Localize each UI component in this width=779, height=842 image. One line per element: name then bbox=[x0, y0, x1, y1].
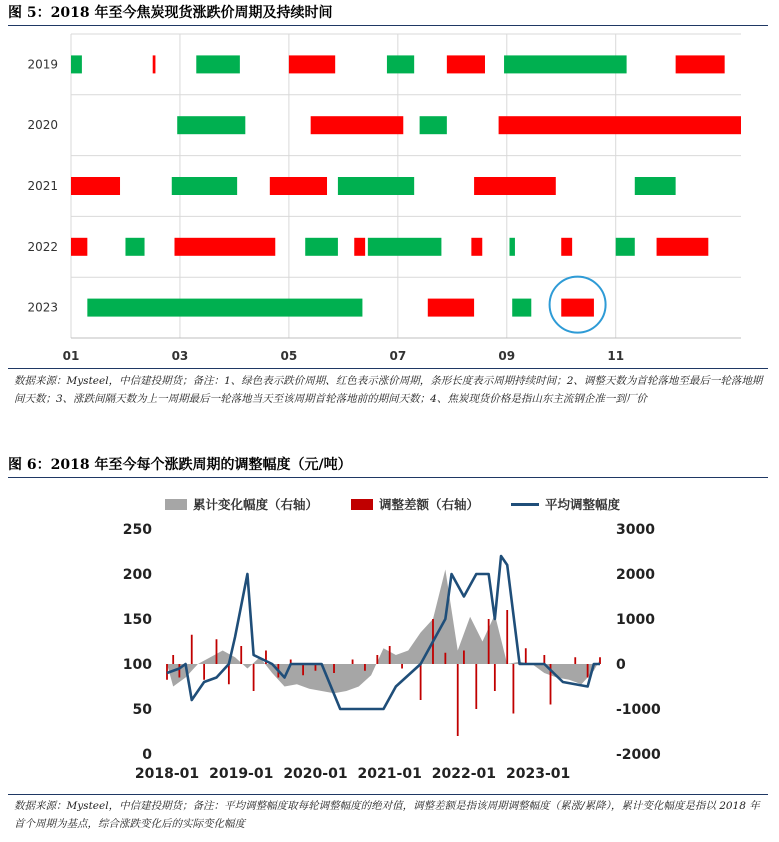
diff-bar bbox=[253, 664, 255, 691]
figure6-bottom-rule bbox=[8, 794, 768, 795]
y-right-tick-label: 2000 bbox=[616, 567, 655, 583]
x-tick-label: 09 bbox=[498, 349, 516, 363]
y-left-tick-label: 150 bbox=[122, 612, 152, 628]
y-left-tick-label: 200 bbox=[122, 567, 152, 583]
avg-adjust-line bbox=[167, 556, 600, 709]
fall-period-bar bbox=[387, 55, 414, 73]
figure5-title-rule bbox=[8, 25, 768, 26]
fall-period-bar bbox=[420, 116, 447, 134]
rise-period-bar bbox=[447, 55, 485, 73]
diff-bar bbox=[475, 664, 477, 709]
combo-chart bbox=[0, 515, 779, 790]
legend-cumulative-label: 累计变化幅度（右轴） bbox=[193, 497, 319, 512]
fall-period-bar bbox=[305, 238, 338, 256]
rise-period-bar bbox=[657, 238, 709, 256]
rise-period-bar bbox=[71, 238, 87, 256]
y-right-tick-label: 0 bbox=[616, 657, 626, 673]
year-label: 2020 bbox=[27, 118, 58, 133]
diff-bar bbox=[420, 664, 422, 700]
fall-period-bar bbox=[368, 238, 442, 256]
rise-period-bar bbox=[153, 55, 156, 73]
chart-legend bbox=[0, 494, 779, 514]
y-right-tick-label: 1000 bbox=[616, 612, 655, 628]
rise-period-bar bbox=[311, 116, 404, 134]
year-label: 2019 bbox=[27, 57, 58, 72]
diff-bar bbox=[457, 664, 459, 736]
fall-period-bar bbox=[125, 238, 144, 256]
fall-period-bar bbox=[509, 238, 514, 256]
figure5-bottom-rule bbox=[8, 368, 768, 369]
y-left-tick-label: 250 bbox=[122, 522, 152, 538]
x-tick-label: 2021-01 bbox=[357, 766, 422, 782]
legend-avg bbox=[511, 494, 620, 514]
diff-bar bbox=[172, 655, 174, 664]
year-label: 2021 bbox=[27, 179, 58, 193]
diff-bar bbox=[203, 664, 205, 680]
fall-period-bar bbox=[504, 55, 627, 73]
cumulative-area bbox=[167, 570, 600, 694]
diff-bar bbox=[543, 655, 545, 664]
legend-diff-swatch bbox=[351, 499, 373, 510]
diff-bar bbox=[364, 664, 366, 671]
x-tick-label: 2022-01 bbox=[431, 766, 497, 782]
fall-period-bar bbox=[512, 299, 531, 317]
diff-bar bbox=[444, 653, 446, 664]
legend-avg-label: 平均调整幅度 bbox=[545, 497, 621, 512]
fall-period-bar bbox=[635, 177, 676, 195]
year-label: 2022 bbox=[27, 239, 58, 254]
figure5-title: 图 5：2018 年至今焦炭现货涨跌价周期及持续时间 bbox=[8, 5, 333, 21]
diff-bar bbox=[488, 619, 490, 664]
diff-bar bbox=[525, 648, 527, 664]
x-tick-label: 2023-01 bbox=[506, 766, 571, 782]
legend-avg-swatch bbox=[511, 503, 539, 506]
y-left-tick-label: 50 bbox=[132, 702, 152, 718]
legend-cumulative-swatch bbox=[165, 499, 187, 510]
diff-bar bbox=[178, 664, 180, 678]
diff-bar bbox=[574, 657, 576, 664]
figure6-title-rule bbox=[8, 477, 768, 478]
fall-period-bar bbox=[87, 299, 362, 317]
rise-period-bar bbox=[561, 299, 594, 317]
figure5-note: 数据来源：Mysteel，中信建投期货；备注：1、绿色表示跌价周期、红色表示涨价周期，条形长度表示周期持续时间；2、调整天数为首轮落地至最后一轮落地期间天数；3、涨跌间隔天数为上一周期最后一轮落地当天至该周期首轮落地前的期间天数；4、焦炭现货价格是指山东主流钢企准一到厂价 bbox=[14, 375, 763, 405]
x-tick-label: 2020-01 bbox=[283, 766, 348, 782]
rise-period-bar bbox=[561, 238, 572, 256]
diff-bar bbox=[216, 639, 218, 664]
legend-cumulative bbox=[165, 494, 318, 514]
x-tick-label: 03 bbox=[171, 349, 189, 363]
legend-diff bbox=[351, 494, 479, 514]
rise-period-bar bbox=[428, 299, 474, 317]
diff-bar bbox=[191, 635, 193, 664]
fall-period-bar bbox=[616, 238, 635, 256]
legend-diff-label: 调整差额（右轴） bbox=[379, 497, 480, 512]
y-right-tick-label: -2000 bbox=[616, 747, 661, 763]
diff-bar bbox=[587, 664, 589, 678]
rise-period-bar bbox=[499, 116, 741, 134]
diff-bar bbox=[333, 664, 335, 673]
x-tick-label: 05 bbox=[280, 349, 298, 363]
rise-period-bar bbox=[676, 55, 725, 73]
diff-bar bbox=[240, 646, 242, 664]
fall-period-bar bbox=[71, 55, 82, 73]
diff-bar bbox=[352, 660, 354, 665]
rise-period-bar bbox=[270, 177, 327, 195]
gantt-chart bbox=[0, 28, 779, 368]
diff-bar bbox=[376, 655, 378, 664]
x-tick-label: 07 bbox=[389, 349, 407, 363]
x-tick-label: 2019-01 bbox=[209, 766, 274, 782]
year-label: 2023 bbox=[27, 300, 58, 315]
diff-bar bbox=[401, 664, 403, 669]
y-right-tick-label: 3000 bbox=[616, 522, 655, 538]
y-right-tick-label: -1000 bbox=[616, 702, 661, 718]
diff-bar bbox=[463, 651, 465, 665]
rise-period-bar bbox=[474, 177, 556, 195]
y-left-tick-label: 100 bbox=[122, 657, 152, 673]
fall-period-bar bbox=[196, 55, 240, 73]
rise-period-bar bbox=[289, 55, 335, 73]
x-tick-label: 01 bbox=[62, 349, 80, 363]
diff-bar bbox=[389, 646, 391, 664]
diff-bar bbox=[506, 610, 508, 664]
rise-period-bar bbox=[354, 238, 365, 256]
figure6-note: 数据来源：Mysteel，中信建投期货；备注：平均调整幅度取每轮调整幅度的绝对值，调整差额是指该周期调整幅度（累涨/累降），累计变化幅度是指以 2018 年首个周期为基点，综合涨跌变化后的实际变化幅度 bbox=[14, 800, 760, 830]
x-tick-label: 11 bbox=[607, 349, 625, 363]
diff-bar bbox=[494, 664, 496, 691]
rise-period-bar bbox=[174, 238, 275, 256]
x-tick-label: 2018-01 bbox=[134, 766, 200, 782]
fall-period-bar bbox=[177, 116, 245, 134]
fall-period-bar bbox=[338, 177, 414, 195]
diff-bar bbox=[513, 664, 515, 714]
rise-period-bar bbox=[71, 177, 120, 195]
y-left-tick-label: 0 bbox=[142, 747, 152, 763]
fall-period-bar bbox=[172, 177, 237, 195]
diff-bar bbox=[228, 664, 230, 684]
figure6-title: 图 6：2018 年至今每个涨跌周期的调整幅度（元/吨） bbox=[8, 457, 352, 473]
diff-bar bbox=[302, 664, 304, 675]
rise-period-bar bbox=[471, 238, 482, 256]
